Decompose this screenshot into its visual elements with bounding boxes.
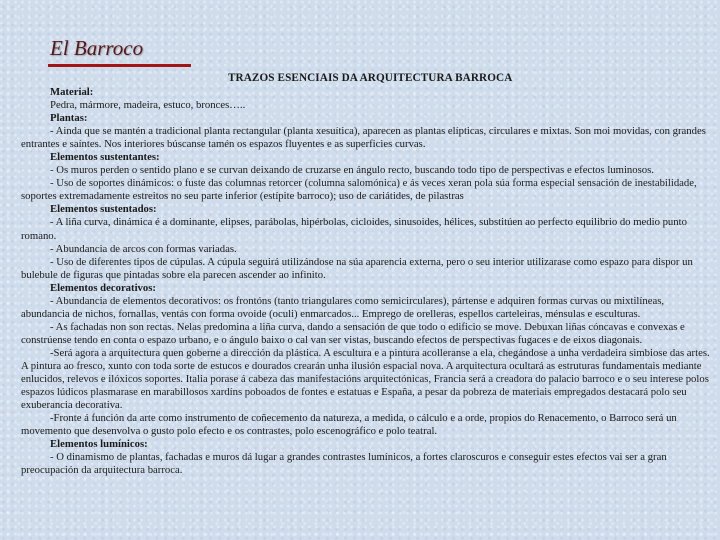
- paragraph: Pedra, mármore, madeira, estuco, bronces…..: [50, 99, 246, 112]
- paragraph: - Uso de soportes dinámicos: o fuste das columnas retorcer (columna salomónica) e ás veces xeran pola súa forma especial sensación de inestabilidade, soportes extremadamente estreitos no seu parte inferior (estípite barroco); uso de cariátides, de pilastras: [21, 177, 697, 203]
- paragraph: - As fachadas non son rectas. Nelas predomina a liña curva, dando a sensación de que todo o edificio se move. Debuxan liñas cóncavas e convexas e constrúense tendo en conta o espazo urbano, e o ángulo baixo o cal van ser vistas, buscando efectos de perspectivas fugaces e de eixos diagonais.: [21, 320, 685, 346]
- paragraph: - O dinamismo de plantas, fachadas e muros dá lugar a grandes contrastes lumínicos, a fortes claroscuros e conseguir estes efectos vai ser a gran preocupación da arquitectura barroca.: [21, 451, 667, 477]
- page-title: El Barroco: [50, 36, 144, 60]
- paragraph: - Uso de diferentes tipos de cúpulas. A cúpula seguirá utilizándose na súa aparencia externa, pero o seu interior utilizarase como espazo para dispor un bulebule de figuras que pintadas sobre ela parecen ascender ao infinito.: [21, 255, 693, 281]
- paragraph-heading: Plantas:: [50, 112, 88, 125]
- paragraph-heading: Elementos decorativos:: [50, 281, 156, 294]
- paragraph: - Ainda que se mantén a tradicional planta rectangular (planta xesuítica), aparecen as plantas elípticas, circulares e mixtas. Son moi movidas, con grandes entrantes e saíntes. Nos interiores búscanse tamén os espazos fluyentes e as superficies curvas.: [21, 125, 706, 151]
- section-heading: TRAZOS ESENCIAIS DA ARQUITECTURA BARROCA: [228, 72, 513, 84]
- paragraph-heading: Elementos sustentantes:: [50, 151, 160, 164]
- paragraph-heading: Elementos sustentados:: [50, 203, 157, 216]
- paragraph-heading: Material:: [50, 86, 94, 98]
- paragraph: - Abundancia de elementos decorativos: os frontóns (tanto triangulares como semicirculares), pártense e adquiren formas curvas ou mixtilíneas, abundancia de nichos, fornallas, ventás con forma ovoide (oculi) enmarcados... Emprego de orelleras, espellos carteleiras, ménsulas e esculturas.: [21, 294, 665, 320]
- paragraph: - A liña curva, dinámica é a dominante, elipses, parábolas, hipérbolas, cicloides, sinusoides, hélices, substitúen ao perfecto equilibrio do medio punto romano.: [21, 216, 687, 242]
- paragraph: -Fronte á función da arte como instrumento de coñecemento da natureza, a medida, o cálculo e a orde, propios do Renacemento, o Barroco será un movemento que desenvolva o gusto polo efecto e os contrastes, polo escenográfico e polo teatral.: [21, 412, 677, 438]
- paragraph: - Abundancia de arcos con formas variadas.: [50, 242, 237, 255]
- paragraph: -Será agora a arquitectura quen goberne a dirección da plástica. A escultura e a pintura acolleranse a ela, chegándose a unha verdadeira simbiose das artes. A pintura ao fresco, xunto con toda sorte de estucos e dourados crearán unha ilusión espacial nova. A arquitectura ocultará as estruturas fundamentais mediante enlucidos, relevos e ilóxicos soportes. Italia porase á cabeza das manifestacións arquitectónicas, Francia será a creadora do palacio barroco e o seu interese polos espazos lúdicos plasmarase en marabillosos xardíns poboados de fontes e estatuas e España, a pesar da pobreza de materiais empregados destacará polo seu exuberancia decorativa.: [21, 346, 710, 412]
- paragraph-heading: Elementos lumínicos:: [50, 438, 148, 451]
- document-body: [21, 86, 714, 477]
- title-underline: [48, 64, 191, 67]
- paragraph: - Os muros perden o sentido plano e se curvan deixando de cruzarse en ángulo recto, buscando todo tipo de perspectivas e efectos luminosos.: [50, 164, 654, 177]
